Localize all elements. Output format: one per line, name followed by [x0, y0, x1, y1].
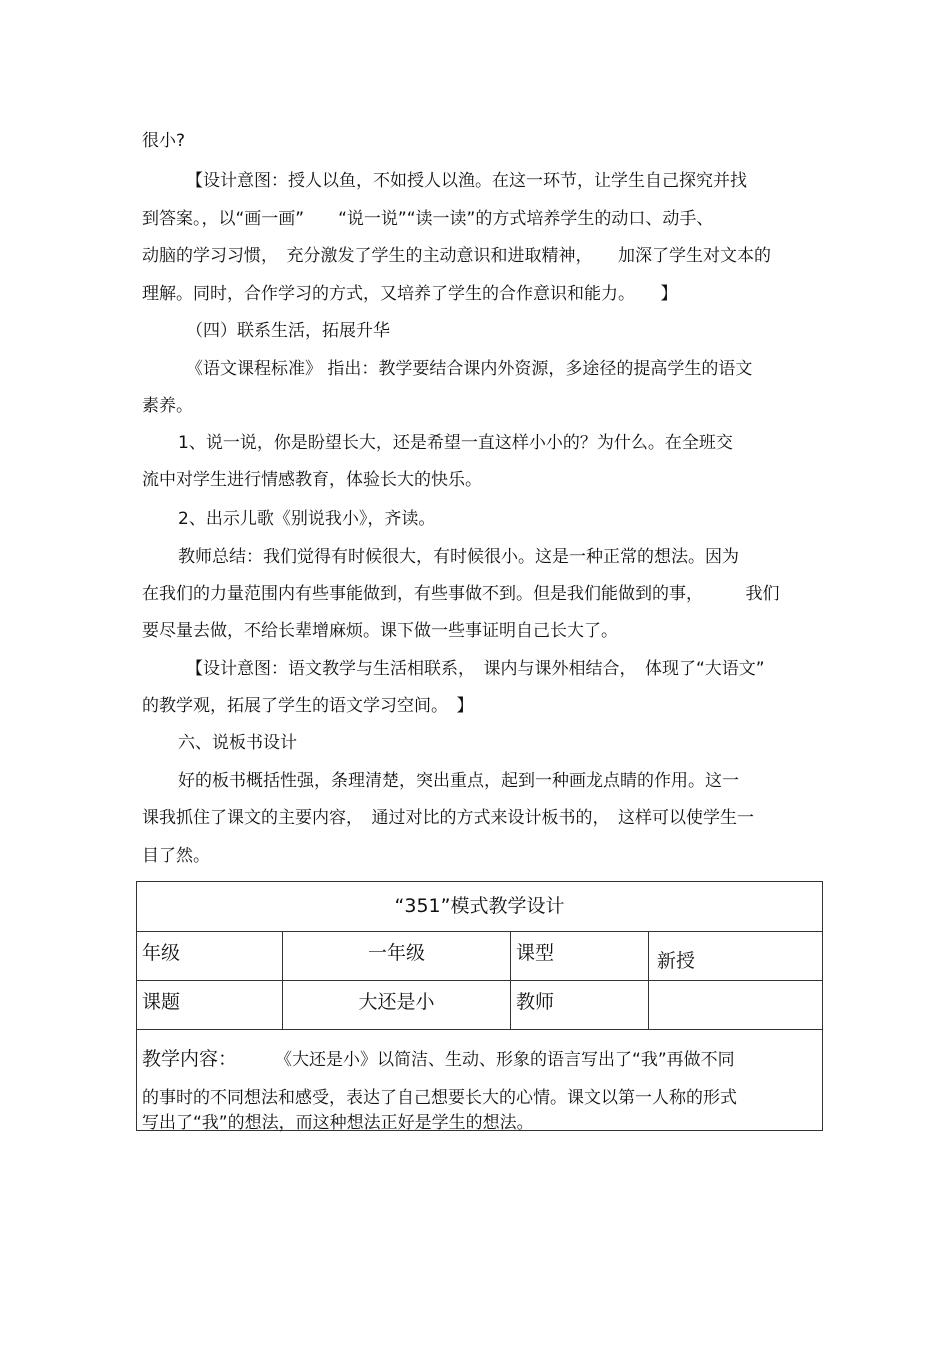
paragraph-line: 好的板书概括性强，条理清楚，突出重点，起到一种画龙点睛的作用。这一	[178, 771, 739, 791]
lesson-type-value: 新授	[649, 932, 823, 981]
teacher-value	[649, 981, 823, 1030]
teaching-content-cell	[137, 1030, 823, 1131]
paragraph-line: 要尽量去做，不给长辈增麻烦。课下做一些事证明自己长大了。	[142, 621, 618, 641]
paragraph-line: 流中对学生进行情感教育，体验长大的快乐。	[142, 470, 482, 490]
paragraph-line: 【设计意图：语文教学与生活相联系， 课内与课外相结合， 体现了“大语文”	[186, 659, 765, 679]
section-heading: （四）联系生活，拓展升华	[186, 321, 390, 341]
teacher-label: 教师	[511, 981, 649, 1030]
paragraph-line: 到答案。，以“画一画” “说一说”“读一读”的方式培养学生的动口、动手、	[142, 209, 714, 229]
paragraph-line: 教师总结：我们觉得有时候很大，有时候很小。这是一种正常的想法。因为	[178, 547, 739, 567]
topic-value: 大还是小	[283, 981, 511, 1030]
grade-label: 年级	[137, 932, 283, 981]
grade-value: 一年级	[283, 932, 511, 981]
content-line: 写出了“我”的想法，而这种想法正好是学生的想法。	[142, 1113, 534, 1133]
paragraph-line: 素养。	[142, 396, 193, 416]
paragraph-line: 的教学观，拓展了学生的语文学习空间。 】	[142, 696, 474, 716]
paragraph-line: 1、说一说，你是盼望长大，还是希望一直这样小小的？为什么。在全班交	[178, 433, 733, 453]
lesson-design-table	[136, 881, 823, 1131]
paragraph-line: 动脑的学习习惯， 充分激发了学生的主动意识和进取精神， 加深了学生对文本的	[142, 246, 771, 266]
content-line: 的事时的不同想法和感受，表达了自己想要长大的心情。课文以第一人称的形式	[142, 1088, 737, 1108]
paragraph-line: 课我抓住了课文的主要内容， 通过对比的方式来设计板书的， 这样可以使学生一	[142, 808, 754, 828]
paragraph-line: 目了然。	[142, 846, 210, 866]
lesson-type-label: 课型	[511, 932, 649, 981]
paragraph-line: 2、出示儿歌《别说我小》，齐读。	[178, 509, 436, 529]
paragraph-line: 《语文课程标准》 指出：教学要结合课内外资源，多途径的提高学生的语文	[186, 359, 753, 379]
content-line	[142, 1044, 735, 1071]
paragraph-line: 很小?	[142, 131, 186, 151]
section-heading: 六、说板书设计	[178, 733, 297, 753]
teaching-content-text: 《大还是小》以简洁、生动、形象的语言写出了“我”再做不同	[275, 1050, 735, 1070]
paragraph-line: 【设计意图：授人以鱼，不如授人以渔。在这一环节，让学生自己探究并找	[186, 171, 747, 191]
paragraph-line: 在我们的力量范围内有些事能做到，有些事做不到。但是我们能做到的事， 我们	[142, 584, 780, 604]
paragraph-line: 理解。同时，合作学习的方式，又培养了学生的合作意识和能力。 】	[142, 284, 678, 304]
topic-label: 课题	[137, 981, 283, 1030]
table-title: “351”模式教学设计	[137, 882, 823, 932]
teaching-content-label: 教学内容：	[142, 1048, 238, 1070]
